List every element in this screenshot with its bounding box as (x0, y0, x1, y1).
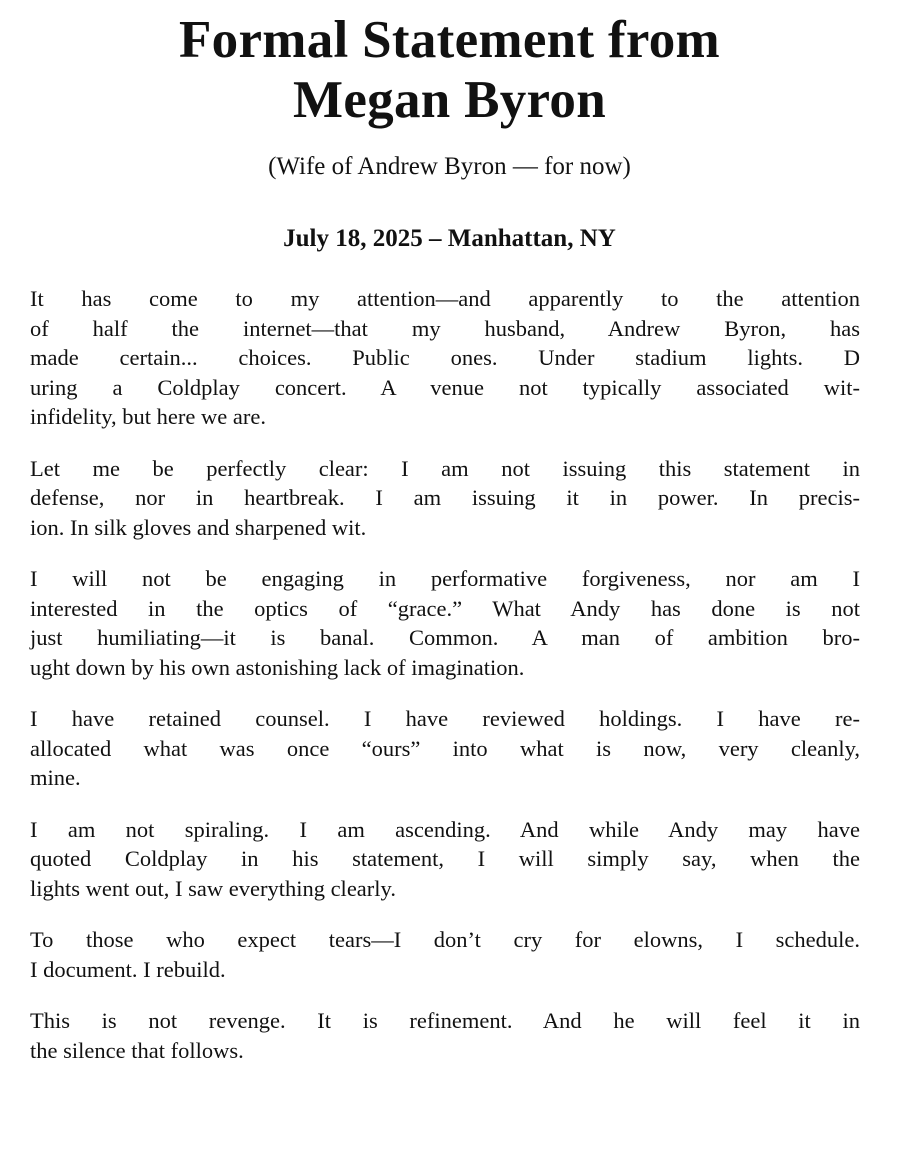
statement-title (0, 10, 899, 130)
paragraph-7 (30, 1006, 860, 1065)
paragraph-line: This is not revenge. It is refinement. And he will feel it in (30, 1008, 860, 1033)
dateline: July 18, 2025 – Manhattan, NY (283, 225, 616, 252)
paragraph-line: I have retained counsel. I have reviewed holdings. I have re- (30, 706, 860, 731)
paragraph-line: Let me be perfectly clear: I am not issuing this statement in (30, 455, 860, 481)
paragraph-line: I will not be engaging in performative forgiveness, nor am I (30, 566, 860, 591)
paragraph-3 (30, 564, 860, 682)
paragraph-line: ught down by his own astonishing lack of imagination. (30, 654, 525, 680)
paragraph-line: mine. (30, 765, 81, 790)
paragraph-6 (30, 925, 860, 984)
paragraph-line: infidelity, but here we are. (30, 404, 266, 429)
paragraph-line: of half the internet—that my husband, Andrew Byron, has (30, 315, 860, 341)
subtitle: (Wife of Andrew Byron — for now) (268, 153, 631, 180)
paragraph-5 (30, 815, 860, 904)
title-line-2: Megan Byron (293, 71, 606, 129)
paragraph-line: It has come to my attention—and apparently to the attention (30, 286, 860, 311)
paragraph-line: lights went out, I saw everything clearly. (30, 875, 396, 901)
paragraph-line: I document. I rebuild. (30, 956, 226, 982)
paragraph-line: the silence that follows. (30, 1037, 244, 1063)
statement-body (30, 284, 860, 1087)
paragraph-line: I am not spiraling. I am ascending. And while Andy may have (30, 816, 860, 842)
paragraph-2 (30, 454, 860, 543)
paragraph-line: interested in the optics of “grace.” What Andy has done is not (30, 595, 860, 621)
paragraph-line: defense, nor in heartbreak. I am issuing it in power. In precis- (30, 485, 860, 510)
paragraph-line: allocated what was once “ours” into what is now, very cleanly, (30, 735, 860, 761)
paragraph-line: uring a Coldplay concert. A venue not typically associated wit- (30, 374, 860, 400)
paragraph-4 (30, 704, 860, 793)
paragraph-line: To those who expect tears—I don’t cry for elowns, I schedule. (30, 927, 860, 952)
paragraph-line: just humiliating—it is banal. Common. A man of ambition bro- (30, 625, 860, 650)
paragraph-1 (30, 284, 860, 432)
paragraph-line: made certain... choices. Public ones. Under stadium lights. D (30, 345, 860, 370)
title-line-1: Formal Statement from (178, 11, 721, 69)
paragraph-line: quoted Coldplay in his statement, I will simply say, when the (30, 846, 860, 871)
paragraph-line: ion. In silk gloves and sharpened wit. (30, 514, 367, 540)
